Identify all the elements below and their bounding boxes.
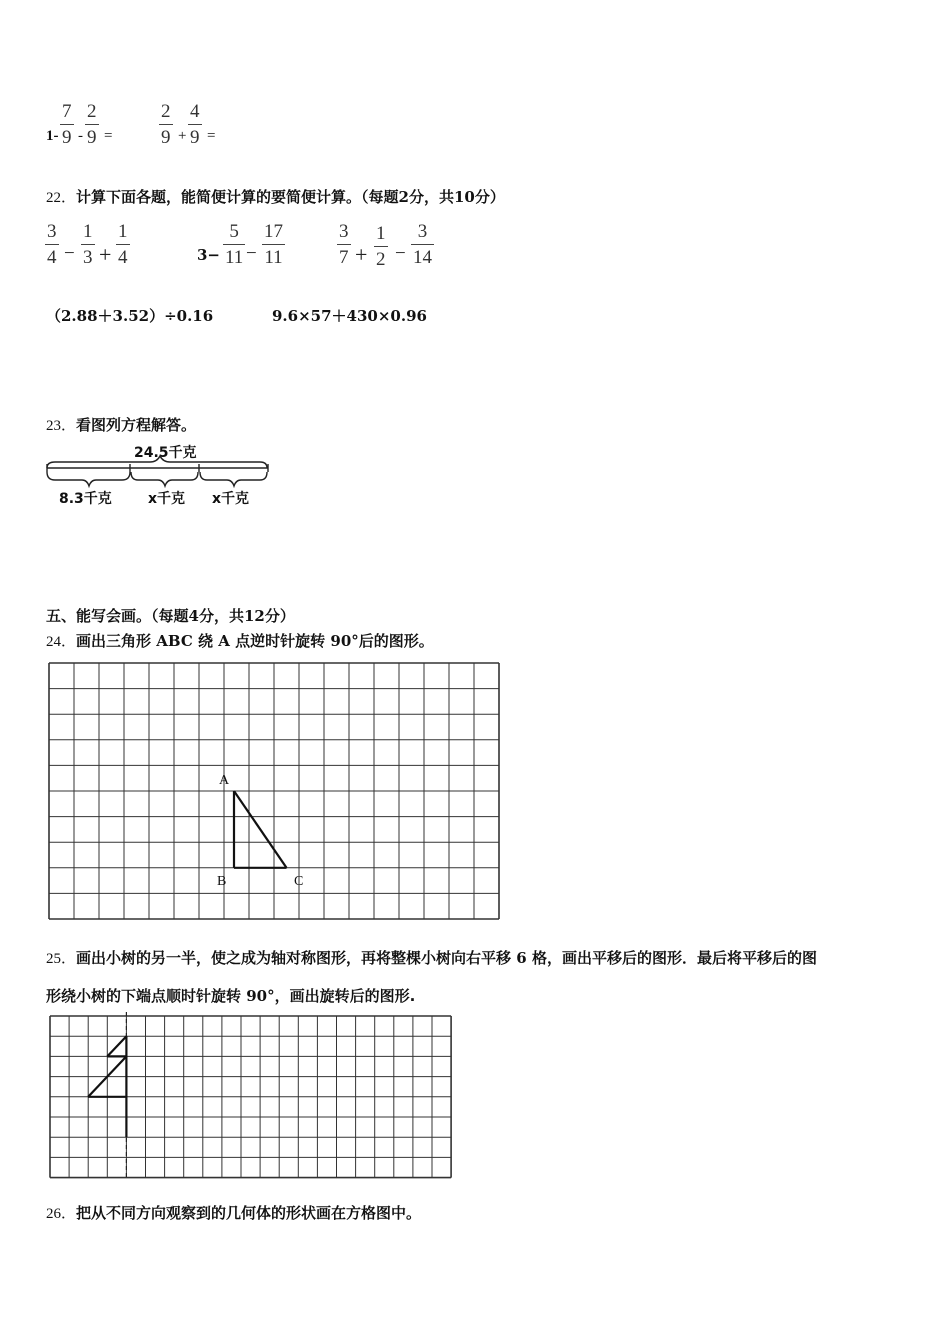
fraction: 2 9	[87, 101, 97, 148]
operator: −	[246, 243, 257, 264]
q25-line-1: 25．画出小树的另一半，使之成为轴对称图形，再将整棵小树向右平移 6 格，画出平移后的图形．最后将平移后的图	[46, 949, 817, 967]
q22-expr-4: （2.88＋3.52）÷0.16	[46, 307, 214, 325]
fraction: 3 14	[413, 221, 432, 268]
fraction: 1 2	[376, 223, 386, 270]
q22-expr-5: 9.6×57＋430×0.96	[272, 307, 427, 325]
tree-branch	[107, 1036, 126, 1056]
q23-heading: 23．看图列方程解答。	[46, 416, 197, 434]
operator: −	[395, 243, 406, 264]
fraction: 17 11	[264, 221, 283, 268]
vertex-label-a: A	[219, 773, 230, 788]
expr1-lead: 1-	[46, 128, 59, 144]
diagram-seg3-label: x千克	[212, 491, 250, 507]
q26-heading: 26．把从不同方向观察到的几何体的形状画在方格图中。	[46, 1204, 422, 1222]
q25-line-2: 形绕小树的下端点顺时针旋转 90°，画出旋转后的图形.	[46, 987, 416, 1005]
q22-heading: 22．计算下面各题，能简便计算的要简便计算。（每题2分，共10分）	[46, 188, 505, 206]
fraction: 5 11	[225, 221, 244, 268]
operator: -	[78, 128, 83, 144]
vertex-label-c: C	[294, 874, 304, 889]
fraction: 2 9	[161, 101, 171, 148]
operator: +	[178, 128, 187, 144]
operator: −	[64, 243, 75, 264]
expr-lead: 3−	[197, 246, 221, 264]
fraction: 3 4	[47, 221, 57, 268]
fraction: 3 7	[339, 221, 349, 268]
diagram-seg1-label: 8.3千克	[59, 491, 112, 507]
fraction: 1 4	[118, 221, 128, 268]
operator: +	[355, 242, 368, 267]
fraction: 1 3	[83, 221, 93, 268]
vertex-label-b: B	[217, 874, 227, 889]
equals: =	[104, 128, 113, 144]
equals: =	[207, 128, 216, 144]
operator: +	[99, 242, 112, 267]
fraction: 7 9	[62, 101, 72, 148]
diagram-total-label: 24.5千克	[134, 445, 197, 461]
section-5-heading: 五、能写会画。（每题4分，共12分）	[46, 607, 295, 625]
q24-heading: 24．画出三角形 ABC 绕 A 点逆时针旋转 90°后的图形。	[46, 632, 434, 650]
diagram-seg2-label: x千克	[148, 491, 186, 507]
fraction: 4 9	[190, 101, 200, 148]
